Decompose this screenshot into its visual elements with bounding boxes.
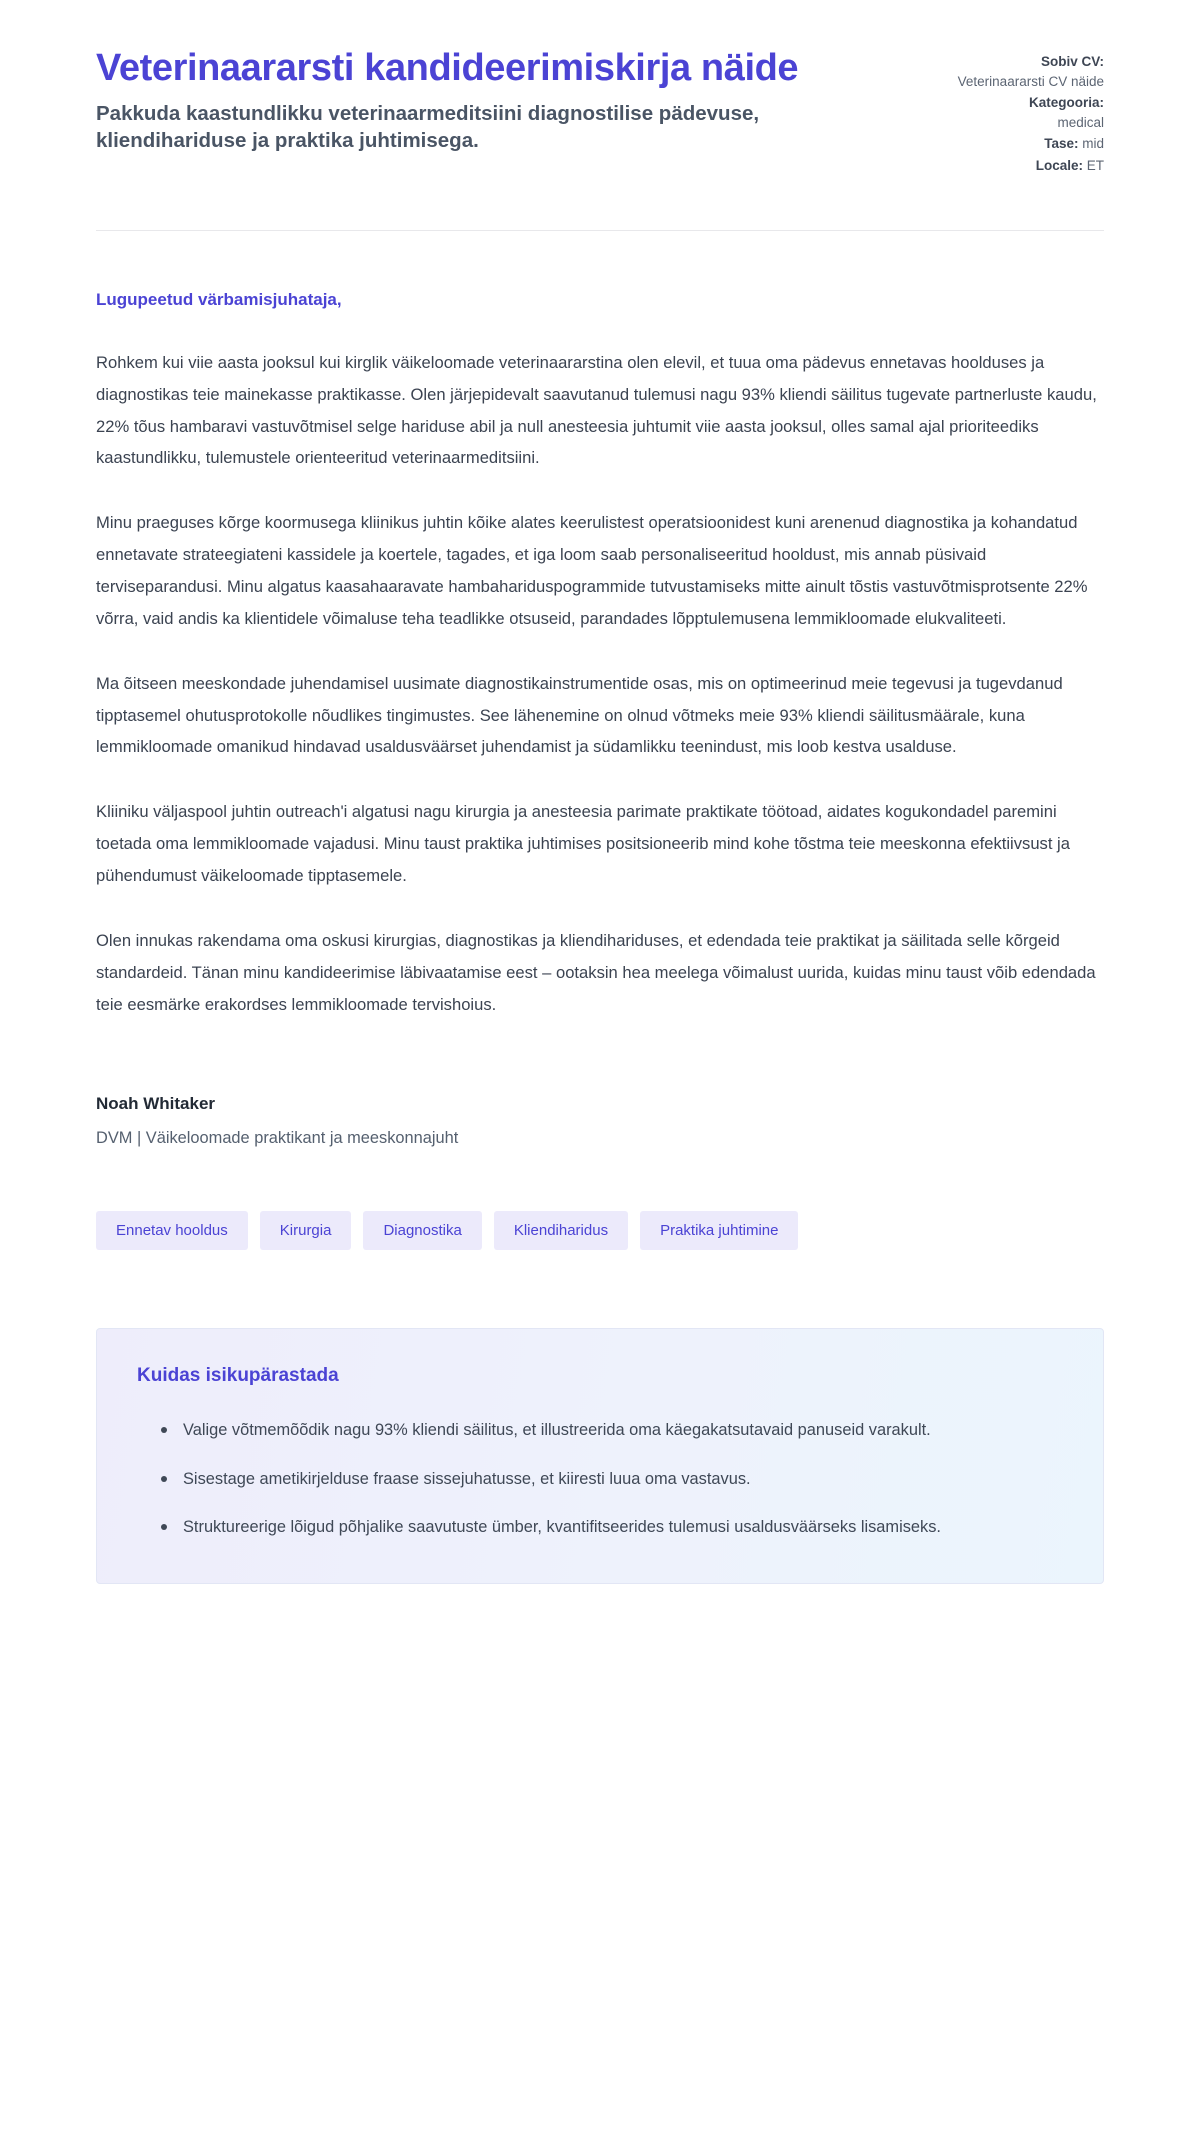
meta-value-level: mid	[1082, 136, 1104, 152]
meta-label-level: Tase:	[1044, 136, 1079, 152]
letter-paragraph: Rohkem kui viie aasta jooksul kui kirglik väikeloomade veterinaararstina olen elevil, et tuua oma pädevus ennetavas hoolduses ja diagnostikas teie mainekasse praktikasse. Olen järjepidevalt saavutanud tulemusi nagu 93% kliendi säilitus tugevate partnerluste kaudu, 22% tõus hambaravi vastuvõtmisel selge hariduse abil ja null anesteesia juhtumit viie aasta jooksul, olles samal ajal prioriteediks kaastundlikku, tulemustele orienteeritud veterinaarmeditsiini.	[96, 352, 1097, 468]
tips-list	[137, 1415, 1063, 1542]
tag-chip[interactable]: Praktika juhtimine	[640, 1211, 798, 1250]
meta-value-cv: Veterinaararsti CV näide	[957, 73, 1104, 89]
signer-role: DVM | Väikeloomade praktikant ja meeskonnajuht	[96, 1129, 459, 1148]
meta-value-locale: ET	[1086, 157, 1104, 173]
tag-chip[interactable]: Diagnostika	[363, 1211, 481, 1250]
letter-paragraphs	[96, 347, 1104, 1021]
page-subtitle: Pakkuda kaastundlikku veterinaarmeditsiini diagnostilise pädevuse, kliendihariduse ja praktika juhtimisega.	[96, 102, 760, 153]
meta-label-locale: Locale:	[1035, 157, 1083, 173]
tag-chip[interactable]: Kliendiharidus	[494, 1211, 628, 1250]
tag-chip[interactable]: Kirurgia	[260, 1211, 352, 1250]
tips-list-item: Struktureerige lõigud põhjalike saavutuste ümber, kvantifitseerides tulemusi usaldusväärseks lisamiseks.	[161, 1512, 1061, 1542]
meta-row-cv	[944, 52, 1104, 91]
letter-paragraph: Olen innukas rakendama oma oskusi kirurgias, diagnostikas ja kliendihariduses, et edendada teie praktikat ja säilitada selle kõrgeid standardeid. Tänan minu kandideerimise läbivaatamise eest – ootaksin hea meelega võimalust uurida, kuidas minu taust võib edendada teie eesmärke erakordses lemmikloomade tervishoius.	[96, 930, 1096, 1014]
tag-chip[interactable]: Ennetav hooldus	[96, 1211, 248, 1250]
salutation: Lugupeetud värbamisjuhataja,	[96, 290, 342, 310]
letter-paragraph: Kliiniku väljaspool juhtin outreach'i algatusi nagu kirurgia ja anesteesia parimate praktikate töötoad, aidates kogukondadel paremini toetada oma lemmikloomade vajadusi. Minu taust praktika juhtimises positsioneerib mind kohe tõstma teie meeskonna efektiivsust ja pühendumust väikeloomade tipptasemele.	[96, 802, 1070, 886]
signer-name: Noah Whitaker	[96, 1094, 216, 1114]
signature-block	[96, 1092, 1104, 1150]
page-title: Veterinaararsti kandideerimiskirja näide	[96, 47, 799, 89]
meta-row-level	[944, 134, 1104, 154]
tips-title: Kuidas isikupärastada	[137, 1364, 339, 1386]
meta-row-locale	[944, 156, 1104, 176]
meta-value-category: medical	[1057, 114, 1104, 130]
document-metadata	[944, 46, 1104, 177]
letter-paragraph: Minu praeguses kõrge koormusega kliinikus juhtin kõike alates keerulistest operatsioonidest kuni arenenud diagnostika ja kohandatud ennetavate strateegiateni kassidele ja koertele, tagades, et iga loom saab personaliseeritud hooldust, mis annab püsivaid terviseparandusi. Minu algatus kaasahaaravate hambahariduspogrammide tutvustamiseks mitte ainult tõstis vastuvõtmisprotsente 22% võrra, vaid andis ka klientidele võimaluse teha teadlikke otsuseid, parandades lõpptulemusena lemmikloomade elukvaliteeti.	[96, 513, 1088, 628]
tips-list-item: Sisestage ametikirjelduse fraase sissejuhatusse, et kiiresti luua oma vastavus.	[161, 1464, 1061, 1494]
personalization-tips-box	[96, 1328, 1104, 1584]
header-text-block	[96, 46, 886, 155]
letter-paragraph: Ma õitseen meeskondade juhendamisel uusimate diagnostikainstrumentide osas, mis on optimeerinud meie tegevusi ja tugevdanud tipptasemel ohutusprotokolle nõudlikes tingimustes. See lähenemine on olnud võtmeks meie 93% kliendi säilitusmäärale, kuna lemmikloomade omanikud hindavad usaldusväärset juhendamist ja südamlikku teenindust, mis loob kestva usalduse.	[96, 673, 1063, 757]
tips-list-item: Valige võtmemõõdik nagu 93% kliendi säilitus, et illustreerida oma käegakatsutavaid panuseid varakult.	[161, 1415, 1061, 1445]
meta-label-category: Kategooria:	[1028, 95, 1104, 111]
letter-body	[96, 231, 1104, 1020]
meta-label-cv: Sobiv CV:	[1040, 54, 1104, 69]
tag-list	[96, 1211, 1104, 1250]
meta-row-category	[944, 93, 1104, 132]
page-header	[96, 46, 1104, 177]
